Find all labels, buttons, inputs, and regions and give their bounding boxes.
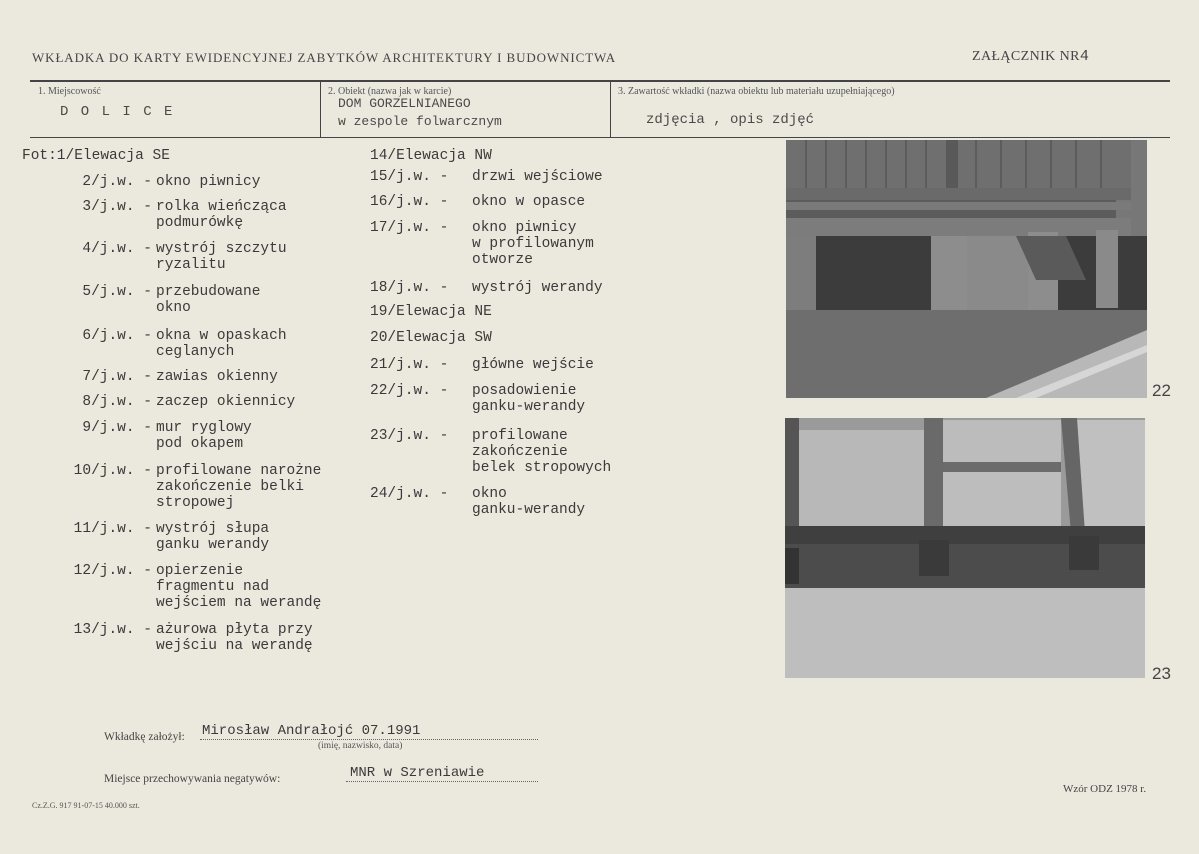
place-value: D O L I C E <box>60 104 175 120</box>
negatives-label: Miejsce przechowywania negatywów: <box>104 773 281 785</box>
founded-label: Wkładkę założył: <box>104 731 185 743</box>
photo-list-item-description: wystrój werandy <box>472 280 603 296</box>
photo-list-item-description: ganku-werandy <box>472 502 586 518</box>
place-label: 1. Miejscowość <box>38 86 101 97</box>
photo-list-item-description: otworze <box>472 252 533 268</box>
photo-22-number: 22 <box>1152 381 1171 400</box>
object-value-line2: w zespole folwarcznym <box>338 114 502 129</box>
photo-list-item-description: ganku werandy <box>156 537 270 553</box>
photo-list-item-description: wystrój słupa <box>156 521 270 537</box>
photo-list-item-number: 20/Elewacja SW <box>370 330 492 346</box>
annex-label: ZAŁĄCZNIK NR <box>972 49 1080 64</box>
print-info: Cz.Z.G. 917 91-07-15 40.000 szt. <box>32 801 140 810</box>
field-divider-1 <box>320 82 321 137</box>
photo-list-item-number: Fot:1/Elewacja SE <box>22 148 170 164</box>
photo-list-item-description: zakończenie belki <box>156 479 304 495</box>
photo-list-item-number: 4/j.w. - <box>82 241 152 257</box>
photo-list-item-description: okno <box>156 300 191 316</box>
photo-list-item-description: ganku-werandy <box>472 399 586 415</box>
photo-list-item-description: profilowane narożne <box>156 463 322 479</box>
photo-list-item-number: 12/j.w. - <box>73 563 152 579</box>
photo-list-item-number: 17/j.w. - <box>370 220 449 236</box>
photo-list-item-number: 8/j.w. - <box>82 394 152 410</box>
photo-list-item-description: stropowej <box>156 495 235 511</box>
photo-22-veranda-foundation <box>786 140 1147 398</box>
photo-list-item-description: okno <box>472 486 507 502</box>
photo-list-item-description: wystrój szczytu <box>156 241 287 257</box>
photo-list-item-number: 10/j.w. - <box>73 463 152 479</box>
photo-list-item-description: okno piwnicy <box>156 174 261 190</box>
photo-list-item-description: okno piwnicy <box>472 220 577 236</box>
photo-list-item-description: okna w opaskach <box>156 328 287 344</box>
photo-list-item-description: ażurowa płyta przy <box>156 622 313 638</box>
form-model: Wzór ODZ 1978 r. <box>1063 783 1147 795</box>
photo-23-number: 23 <box>1152 664 1171 683</box>
photo-list-item-description: w profilowanym <box>472 236 594 252</box>
negatives-value: MNR w Szreniawie <box>350 765 485 781</box>
photo-list-item-description: ceglanych <box>156 344 235 360</box>
photo-list-item-description: pod okapem <box>156 436 244 452</box>
form-title: WKŁADKA DO KARTY EWIDENCYJNEJ ZABYTKÓW ARCHITEKTURY I BUDOWNICTWA <box>32 50 617 65</box>
photo-list-item-description: profilowane <box>472 428 568 444</box>
photo-list-item-number: 22/j.w. - <box>370 383 449 399</box>
photo-list-item-number: 19/Elewacja NE <box>370 304 492 320</box>
photo-list-item-description: okno w opasce <box>472 194 586 210</box>
photo-list-item-number: 14/Elewacja NW <box>370 148 492 164</box>
photo-list-item-description: drzwi wejściowe <box>472 169 603 185</box>
photo-list-item-description: posadowienie <box>472 383 577 399</box>
photo-list-item-description: przebudowane <box>156 284 261 300</box>
photo-list-item-number: 18/j.w. - <box>370 280 449 296</box>
photo-list-item-number: 13/j.w. - <box>73 622 152 638</box>
photo-list-item-description: zawias okienny <box>156 369 278 385</box>
photo-list-item-number: 9/j.w. - <box>82 420 152 436</box>
photo-list-item-description: zaczep okiennicy <box>156 394 296 410</box>
photo-list-item-number: 11/j.w. - <box>73 521 152 537</box>
photo-list-item-description: ryzalitu <box>156 257 226 273</box>
field-divider-2 <box>610 82 611 137</box>
photo-list-item-description: mur ryglowy <box>156 420 252 436</box>
object-label: 2. Obiekt (nazwa jak w karcie) <box>328 86 452 97</box>
header-rule-bottom <box>30 137 1170 138</box>
photo-list-item-description: rolka wieńcząca <box>156 199 287 215</box>
founded-dotted-line <box>200 739 538 740</box>
header-rule-top <box>30 80 1170 82</box>
founded-hint: (imię, nazwisko, data) <box>318 741 403 751</box>
photo-list-item-number: 5/j.w. - <box>82 284 152 300</box>
negatives-dotted-line <box>346 781 538 782</box>
photo-23-beam-ends <box>785 418 1145 678</box>
photo-list-item-number: 21/j.w. - <box>370 357 449 373</box>
photo-list-item-description: belek stropowych <box>472 460 612 476</box>
photo-list-item-description: wejściem na werandę <box>156 595 322 611</box>
photo-list-item-number: 2/j.w. - <box>82 174 152 190</box>
photo-list-item-number: 7/j.w. - <box>82 369 152 385</box>
object-value-line1: DOM GORZELNIANEGO <box>338 96 471 111</box>
annex-number <box>972 48 1089 65</box>
founded-value: Mirosław Andrałojć 07.1991 <box>202 723 421 739</box>
photo-list-item-number: 3/j.w. - <box>82 199 152 215</box>
photo-list-item-description: wejściu na werandę <box>156 638 313 654</box>
photo-list-item-number: 23/j.w. - <box>370 428 449 444</box>
photo-list-item-description: główne wejście <box>472 357 594 373</box>
photo-list-item-description: zakończenie <box>472 444 568 460</box>
contents-label: 3. Zawartość wkładki (nazwa obiektu lub materiału uzupełniającego) <box>618 86 895 97</box>
photo-list-item-number: 6/j.w. - <box>82 328 152 344</box>
photo-list-item-description: podmurówkę <box>156 215 244 231</box>
photo-list-item-number: 16/j.w. - <box>370 194 449 210</box>
annex-number-value: 4 <box>1079 48 1090 65</box>
photo-list-item-number: 15/j.w. - <box>370 169 449 185</box>
photo-list-item-description: opierzenie <box>156 563 244 579</box>
photo-list-item-description: fragmentu nad <box>156 579 270 595</box>
photo-list-item-number: 24/j.w. - <box>370 486 449 502</box>
contents-value: zdjęcia , opis zdjęć <box>646 112 815 128</box>
